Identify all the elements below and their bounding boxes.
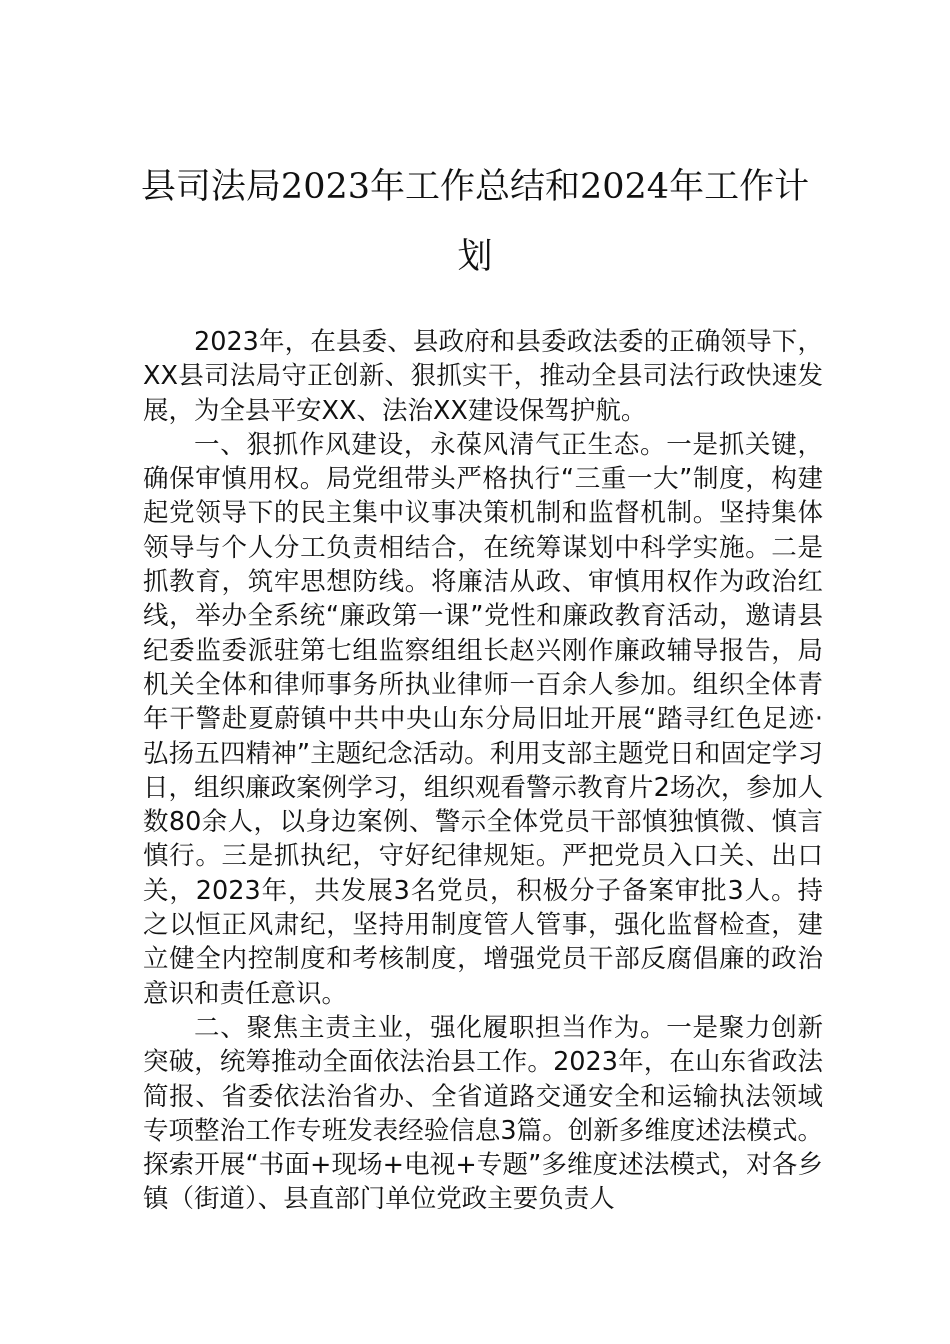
document-body xyxy=(143,325,823,1217)
document-title: 县司法局2023年工作总结和2024年工作计划 xyxy=(140,167,810,277)
intro-paragraph: 2023年，在县委、县政府和县委政法委的正确领导下，XX县司法局守正创新、狠抓实干，推动全县司法行政快速发展，为全县平安XX、法治XX建设保驾护航。 xyxy=(143,327,823,426)
section-two-paragraph: 二、聚焦主责主业，强化履职担当作为。一是聚力创新突破，统筹推动全面依法治县工作。2023年，在山东省政法简报、省委依法治省办、全省道路交通安全和运输执法领域专项整治工作专班发表经验信息3篇。创新多维度述法模式。探索开展“书面+现场+电视+专题”多维度述法模式，对各乡镇（街道）、县直部门单位党政主要负责人 xyxy=(143,1012,823,1215)
section-one-paragraph: 一、狠抓作风建设，永葆风清气正生态。一是抓关键，确保审慎用权。局党组带头严格执行“三重一大”制度，构建起党领导下的民主集中议事决策机制和监督机制。坚持集体领导与个人分工负责相结合，在统筹谋划中科学实施。二是抓教育，筑牢思想防线。将廉洁从政、审慎用权作为政治红线，举办全系统“廉政第一课”党性和廉政教育活动，邀请县纪委监委派驻第七组监察组组长赵兴刚作廉政辅导报告，局机关全体和律师事务所执业律师一百余人参加。组织全体青年干警赴夏蔚镇中共中央山东分局旧址开展“踏寻红色足迹·弘扬五四精神”主题纪念活动。利用支部主题党日和固定学习日，组织廉政案例学习，组织观看警示教育片2场次，参加人数80余人，以身边案例、警示全体党员干部慎独慎微、慎言慎行。三是抓执纪，守好纪律规矩。严把党员入口关、出口关，2023年，共发展3名党员，积极分子备案审批3人。持之以恒正风肃纪，坚持用制度管人管事，强化监督检查，建立健全内控制度和考核制度，增强党员干部反腐倡廉的政治意识和责任意识。 xyxy=(143,429,823,1009)
